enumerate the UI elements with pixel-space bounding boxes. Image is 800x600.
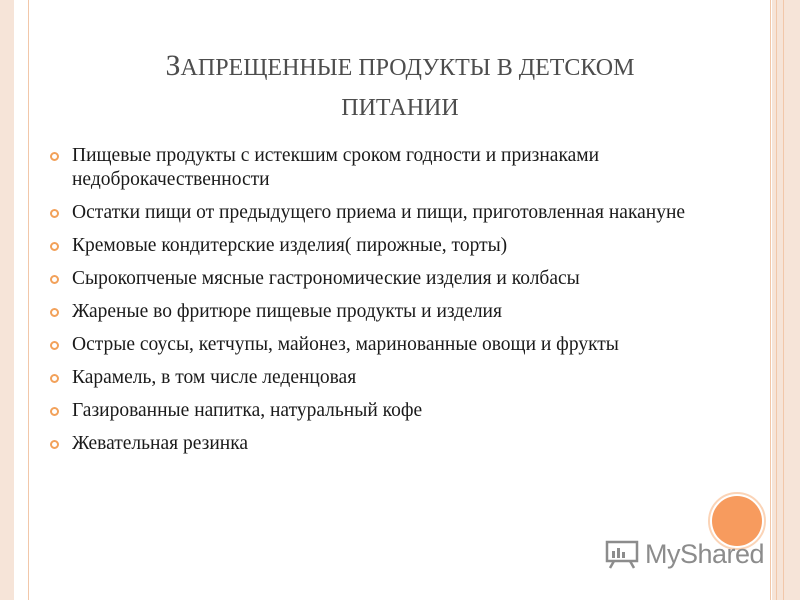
myshared-watermark[interactable] — [605, 536, 764, 572]
bullet-icon — [50, 275, 59, 284]
list-item — [50, 300, 710, 324]
title-line-1 — [90, 46, 710, 88]
list-item — [50, 432, 710, 456]
list-item-text: Газированные напитка, натуральный кофе — [72, 400, 423, 421]
bullet-icon — [50, 341, 59, 350]
list-item — [50, 333, 710, 357]
right-divider-line — [770, 0, 771, 600]
list-item-text: Кремовые кондитерские изделия( пирожные, торты) — [72, 235, 508, 256]
right-divider-line — [776, 0, 777, 600]
list-item-text: Жареные во фритюре пищевые продукты и изделия — [72, 301, 502, 322]
watermark-text: MyShared — [645, 538, 765, 569]
list-item-text: Карамель, в том числе леденцовая — [72, 367, 357, 388]
bullet-icon — [50, 374, 59, 383]
list-item — [50, 366, 710, 390]
title-line-1-text: АПРЕЩЕННЫЕ ПРОДУКТЫ В ДЕТСКОМ — [180, 55, 635, 81]
list-item — [50, 399, 710, 423]
list-item — [50, 201, 710, 225]
title-initial: З — [165, 49, 181, 82]
list-item — [50, 267, 710, 291]
list-item-text: Острые соусы, кетчупы, майонез, маринованные овощи и фрукты — [72, 334, 619, 355]
bullet-icon — [50, 242, 59, 251]
bullet-icon — [50, 440, 59, 449]
right-divider-line — [783, 0, 784, 600]
left-divider-line — [28, 0, 29, 600]
bullet-icon — [50, 407, 59, 416]
title-line-2: ПИТАНИИ — [341, 95, 459, 121]
bullet-list — [50, 144, 710, 465]
slide-title — [90, 46, 710, 128]
list-item — [50, 234, 710, 258]
presentation-board-icon — [605, 539, 639, 569]
list-item-text: Пищевые продукты с истекшим сроком годности и признаками недоброкачественности — [72, 145, 600, 190]
list-item-text: Жевательная резинка — [72, 433, 249, 454]
bullet-icon — [50, 152, 59, 161]
bullet-icon — [50, 308, 59, 317]
bullet-icon — [50, 209, 59, 218]
list-item — [50, 144, 710, 192]
list-item-text: Сырокопченые мясные гастрономические изделия и колбасы — [72, 268, 580, 289]
list-item-text: Остатки пищи от предыдущего приема и пищи, приготовленная накануне — [72, 202, 686, 223]
